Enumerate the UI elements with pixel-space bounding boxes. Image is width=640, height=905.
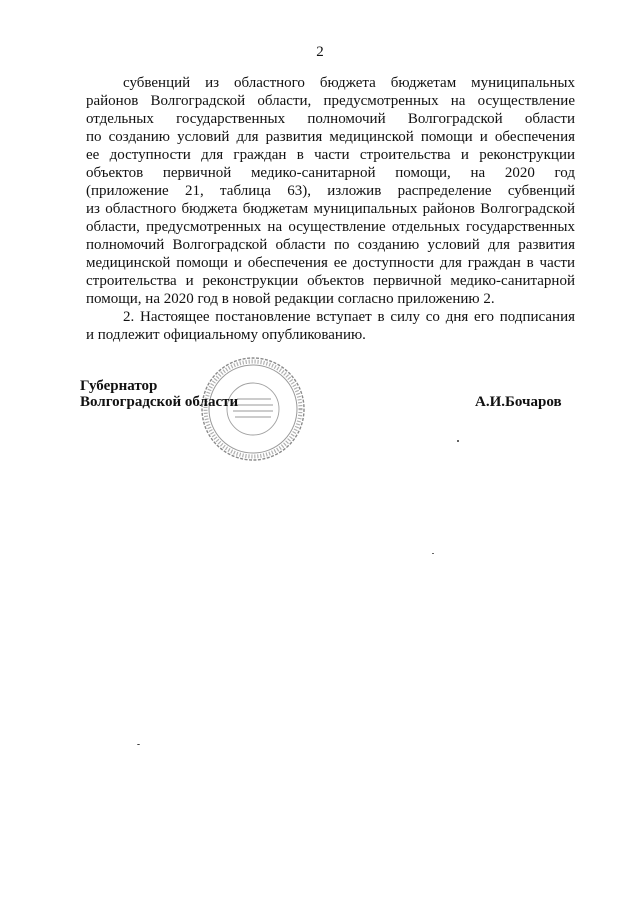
- page-number: 2: [316, 44, 324, 60]
- text-line: области, предусмотренных на осуществление отдельных государственных: [86, 219, 575, 235]
- text-line: (приложение 21, таблица 63), изложив распределение субвенций: [86, 183, 575, 199]
- signature-block: [80, 378, 580, 410]
- text-line: 2. Настоящее постановление вступает в силу со дня его подписания: [123, 309, 575, 325]
- text-line: по созданию условий для развития медицинской помощи и обеспечения: [86, 129, 575, 145]
- text-line: объектов первичной медико-санитарной помощи, на 2020 год: [86, 165, 575, 181]
- text-line: и подлежит официальному опубликованию.: [86, 327, 366, 343]
- text-line: медицинской помощи и обеспечения ее доступности для граждан в части: [86, 255, 575, 271]
- text-line: строительства и реконструкции объектов первичной медико-санитарной: [86, 273, 575, 289]
- text-line: помощи, на 2020 год в новой редакции согласно приложению 2.: [86, 291, 495, 307]
- text-line: ее доступности для граждан в части строительства и реконструкции: [86, 147, 575, 163]
- scan-speck: [137, 744, 140, 745]
- text-line: из областного бюджета бюджетам муниципальных районов Волгоградской: [86, 201, 575, 217]
- signatory-title: Губернатор: [80, 378, 158, 394]
- text-line: отдельных государственных полномочий Волгоградской области: [86, 111, 575, 127]
- text-line: районов Волгоградской области, предусмотренных на осуществление: [86, 93, 575, 109]
- text-line: полномочий Волгоградской области по созданию условий для развития: [86, 237, 575, 253]
- text-line: субвенций из областного бюджета бюджетам муниципальных: [123, 75, 575, 91]
- scan-speck: [457, 440, 459, 442]
- scan-speck: [432, 553, 434, 554]
- signatory-name: А.И.Бочаров: [475, 394, 562, 410]
- signatory-region: Волгоградской области: [80, 394, 239, 410]
- document-body: [86, 74, 575, 344]
